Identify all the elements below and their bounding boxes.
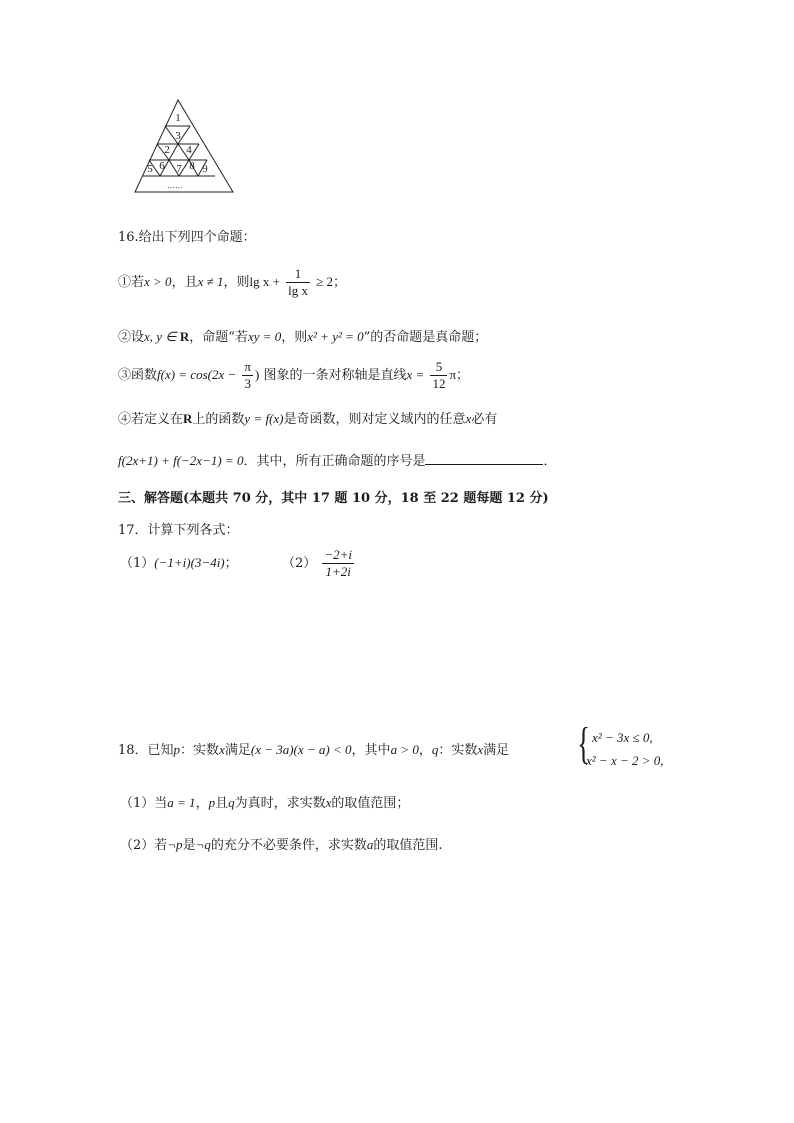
q18-system-line-1: x² − 3x ≤ 0, [592, 730, 653, 745]
q16-proposition-2: ②设x, y ∈ R，命题“若xy = 0，则x² + y² = 0”的否命题是真命题； [118, 329, 488, 345]
triangle-figure [125, 96, 240, 208]
outer-triangle [135, 100, 233, 192]
cell-8: 8 [189, 160, 195, 172]
cell-9: 9 [202, 163, 208, 175]
q18-system-brace: { [577, 719, 590, 768]
section-3-heading: 三、解答题(本题共 70 分，其中 17 题 10 分，18 至 22 题每题 12 分) [118, 491, 549, 506]
cell-2: 2 [164, 144, 170, 156]
ellipsis: …… [167, 181, 183, 190]
q18-stem: 18．已知p：实数x满足(x − 3a)(x − a) < 0，其中a > 0，q：实数x满足 [118, 742, 510, 758]
cell-3: 3 [175, 130, 181, 142]
q16-proposition-1: ①若x > 0，且x ≠ 1，则lg x + $\frac{1}{\text{lg x}}$ ≥ 2； [118, 266, 347, 298]
q18-subquestion-2: （2）若¬p是¬q的充分不必要条件，求实数a的取值范围. [120, 837, 443, 853]
q18-system-line-2: x² − x − 2 > 0, [586, 753, 664, 768]
q16-proposition-3: ③函数f(x) = cos(2x − $\frac{\pi}{3}$ ) 图象的一条对称轴是直线x = $\frac{5}{12}$ π； [118, 359, 470, 391]
cell-6: 6 [159, 160, 165, 172]
cell-4: 4 [186, 144, 192, 156]
cell-7: 7 [176, 163, 182, 175]
q16-proposition-4: ④若定义在R上的函数y = f(x)是奇函数，则对定义域内的任意x必有 [118, 411, 498, 427]
q17-parts: （1）(−1+i)(3−4i)； （2） $\frac{-2+i}{1+2i}$ [120, 547, 353, 579]
cell-5: 5 [147, 163, 153, 175]
q17-intro: 17．计算下列各式： [118, 523, 239, 538]
q16-proposition-4-cont: f(2x+1) + f(−2x−1) = 0．其中，所有正确命题的序号是 ． [118, 453, 557, 469]
answer-blank[interactable] [425, 452, 543, 465]
q16-intro: 16.给出下列四个命题： [118, 230, 256, 245]
cell-1: 1 [175, 112, 181, 124]
q18-subquestion-1: （1）当a = 1，p且q为真时，求实数x的取值范围； [120, 795, 410, 811]
